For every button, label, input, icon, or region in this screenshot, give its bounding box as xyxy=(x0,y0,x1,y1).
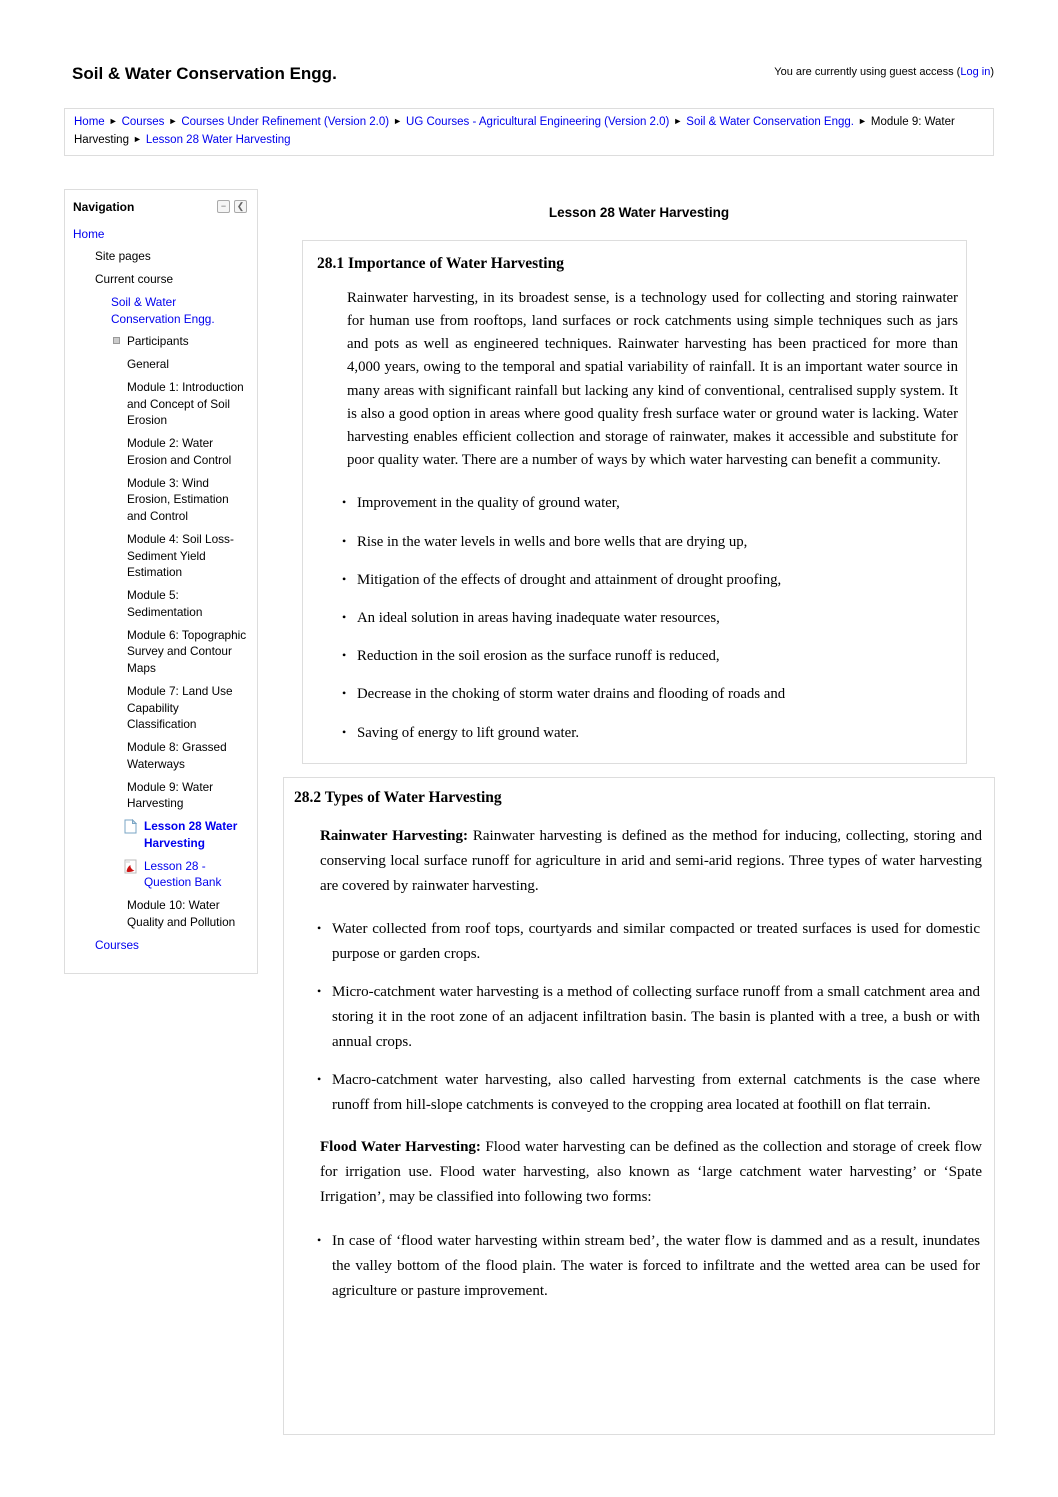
sidebar-item-module-2[interactable] xyxy=(65,435,252,469)
navigation-block xyxy=(64,189,258,975)
sidebar-item-module-4[interactable] xyxy=(65,531,252,581)
guest-access-notice xyxy=(774,66,994,78)
bullet-item: • Reduction in the soil erosion as the surface runoff is reduced, xyxy=(357,645,952,668)
sidebar-item-label: Module 3: Wind Erosion, Estimation and Control xyxy=(127,475,229,524)
sidebar-item-module-5[interactable] xyxy=(65,587,252,621)
guest-notice-close-paren: ) xyxy=(990,66,994,78)
sidebar-item-module-6[interactable] xyxy=(65,627,252,677)
section-28-1-intro-paragraph: Rainwater harvesting, in its broadest sense, is a technology used for collecting and storing rainwater for human use from rooftops, land surfaces or rock catchments using simple techniques such as jars and pots as well as engineered techniques. Rainwater harvesting has been practiced for more than 4,000 years, owing to the temporal and spatial variability of rainfall. It is an important water source in many areas with significant rainfall but lacking any kind of conventional, centralised supply system. It is also a good option in areas where good quality fresh surface water or ground water is lacking. Water harvesting enables efficient collection and storage of rainwater, makes it accessible and substitute for poor quality water. There are a number of ways by which water harvesting can benefit a community. xyxy=(347,289,958,469)
sidebar-item-courses[interactable] xyxy=(65,937,252,954)
section-28-2-heading: 28.2 Types of Water Harvesting xyxy=(294,788,502,806)
breadcrumb-link-lesson-28[interactable]: Lesson 28 Water Harvesting xyxy=(145,133,291,146)
sidebar-item-label: Module 8: Grassed Waterways xyxy=(127,740,227,771)
sidebar-item-label: Module 2: Water Erosion and Control xyxy=(127,436,232,467)
participants-icon xyxy=(113,337,120,344)
breadcrumb-separator-icon: ► xyxy=(132,133,142,144)
page-title: Lesson 28 Water Harvesting xyxy=(548,204,730,220)
guest-notice-text: You are currently using guest access ( xyxy=(774,66,961,78)
rainwater-harvesting-label: Rainwater Harvesting: xyxy=(320,827,468,844)
sidebar-item-participants[interactable] xyxy=(65,333,252,350)
navigation-title: Navigation xyxy=(73,199,135,214)
rainwater-harvesting-paragraph xyxy=(320,824,982,899)
sidebar-item-module-7[interactable] xyxy=(65,683,252,733)
sidebar-item-lesson-28-water-harvesting[interactable] xyxy=(65,818,252,852)
sidebar-item-label: Courses xyxy=(95,937,139,952)
breadcrumb-separator-icon: ► xyxy=(393,116,403,126)
sidebar-item-label: Module 1: Introduction and Concept of Soil Erosion xyxy=(127,379,244,428)
sidebar-item-module-3[interactable] xyxy=(65,475,252,525)
sidebar-item-label: Home xyxy=(73,226,105,241)
header xyxy=(0,0,1058,84)
bullet-item: • In case of ‘flood water harvesting within stream bed’, the water flow is dammed and as a result, inundates the valley bottom of the flood plain. The water is forced to infiltrate and the wetted area can be used for agriculture or pasture improvement. xyxy=(332,1229,980,1304)
rainwater-harvesting-text: Rainwater harvesting is defined as the method for inducing, collecting, storing and conserving local surface runoff for agriculture in arid and semi-arid regions. Three types of water harvesting are covered by rainwater harvesting. xyxy=(320,827,982,894)
section-28-2-bullet-list xyxy=(332,917,980,1118)
pdf-file-icon xyxy=(124,859,137,874)
sidebar-item-module-9[interactable] xyxy=(65,779,252,813)
sidebar-item-module-8[interactable] xyxy=(65,739,252,773)
sidebar-item-label: Current course xyxy=(95,272,174,287)
sidebar-item-label: Site pages xyxy=(95,249,151,264)
sidebar-item-module-1[interactable] xyxy=(65,379,252,429)
breadcrumb-link-course[interactable]: Soil & Water Conservation Engg. xyxy=(686,116,854,128)
bullet-item: • Decrease in the choking of storm water drains and flooding of roads and xyxy=(357,683,952,706)
bullet-item: • Improvement in the quality of ground water, xyxy=(357,492,952,515)
sidebar-item-label: Module 5: Sedimentation xyxy=(127,588,203,619)
sidebar-item-label: General xyxy=(127,357,169,372)
sidebar-item-label: Module 9: Water Harvesting xyxy=(127,779,214,811)
bullet-item: • Saving of energy to lift ground water. xyxy=(357,722,952,745)
content-columns xyxy=(64,189,995,1435)
sidebar-item-module-10[interactable] xyxy=(65,897,252,931)
bullet-item: • Micro-catchment water harvesting is a method of collecting surface runoff from a small catchment area and storing it in the root zone of an adjacent infiltration basin. The basin is planted with a tree, a bush or with annual crops. xyxy=(332,980,980,1055)
sidebar-item-label: Module 4: Soil Loss- Sediment Yield Estimation xyxy=(127,531,234,580)
breadcrumb-link-home[interactable]: Home xyxy=(74,116,105,128)
sidebar-item-label: Lesson 28 Water Harvesting xyxy=(144,819,238,850)
navigation-header-icons xyxy=(217,200,247,213)
section-28-1-heading: 28.1 Importance of Water Harvesting xyxy=(317,254,564,272)
main-content xyxy=(283,189,995,1435)
bullet-item: • Mitigation of the effects of drought and attainment of drought proofing, xyxy=(357,569,952,592)
flood-water-bullet-list xyxy=(332,1229,980,1304)
sidebar-item-label: Lesson 28 - Question Bank xyxy=(144,858,222,890)
bullet-item: • Macro-catchment water harvesting, also called harvesting from external catchments is the case where runoff from hill-slope catchments is conveyed to the cropping area located at foothill on flat terrain. xyxy=(332,1068,980,1118)
sidebar-item-label: Participants xyxy=(127,334,189,349)
section-28-2 xyxy=(283,777,995,1435)
breadcrumb xyxy=(64,108,994,156)
breadcrumb-separator-icon: ► xyxy=(168,116,178,126)
breadcrumb-link-ug-courses[interactable]: UG Courses - Agricultural Engineering (Version 2.0) xyxy=(406,116,670,128)
flood-water-harvesting-label: Flood Water Harvesting: xyxy=(320,1139,481,1156)
section-28-1-bullet-list xyxy=(357,492,952,745)
flood-water-harvesting-paragraph xyxy=(320,1135,982,1210)
login-link[interactable]: Log in xyxy=(960,66,991,78)
breadcrumb-separator-icon: ► xyxy=(857,116,867,126)
page-document-icon xyxy=(124,819,137,834)
sidebar-item-lesson-28-question-bank[interactable] xyxy=(65,858,252,892)
flood-water-harvesting-text: Flood water harvesting can be defined as the collection and storage of creek flow for irrigation use. Flood water harvesting, also known as ‘large catchment water harvesting’ or ‘Spate Irrigation’, may be classified into following two forms: xyxy=(320,1139,982,1206)
breadcrumb-module-9: Module 9: Water Harvesting xyxy=(74,116,955,146)
breadcrumb-link-courses-under-refinement[interactable]: Courses Under Refinement (Version 2.0) xyxy=(181,116,390,128)
breadcrumb-link-courses[interactable]: Courses xyxy=(121,116,165,128)
breadcrumb-separator-icon: ► xyxy=(108,116,118,126)
sidebar-item-general[interactable] xyxy=(65,356,252,373)
sidebar-item-home[interactable] xyxy=(65,226,252,243)
sidebar-item-label: Module 10: Water Quality and Pollution xyxy=(127,898,236,929)
sidebar-item-current-course[interactable] xyxy=(65,271,252,288)
navigation-block-header xyxy=(65,197,252,226)
sidebar-item-label: Soil & Water Conservation Engg. xyxy=(111,294,215,326)
sidebar-item-course-soil-water[interactable] xyxy=(65,294,252,328)
sidebar-item-label: Module 7: Land Use Capability Classification xyxy=(127,683,233,732)
site-title: Soil & Water Conservation Engg. xyxy=(72,64,337,83)
dock-block-icon[interactable]: ❮ xyxy=(234,200,247,213)
section-28-1 xyxy=(302,240,967,764)
bullet-item: • Water collected from roof tops, courtyards and similar compacted or treated surfaces is used for domestic purpose or garden crops. xyxy=(332,917,980,967)
bullet-item: • Rise in the water levels in wells and bore wells that are drying up, xyxy=(357,531,952,554)
collapse-block-icon[interactable]: − xyxy=(217,200,230,213)
bullet-item: • An ideal solution in areas having inadequate water resources, xyxy=(357,607,952,630)
sidebar-item-label: Module 6: Topographic Survey and Contour Maps xyxy=(127,627,247,676)
breadcrumb-separator-icon: ► xyxy=(673,116,683,126)
sidebar-item-site-pages[interactable] xyxy=(65,248,252,265)
